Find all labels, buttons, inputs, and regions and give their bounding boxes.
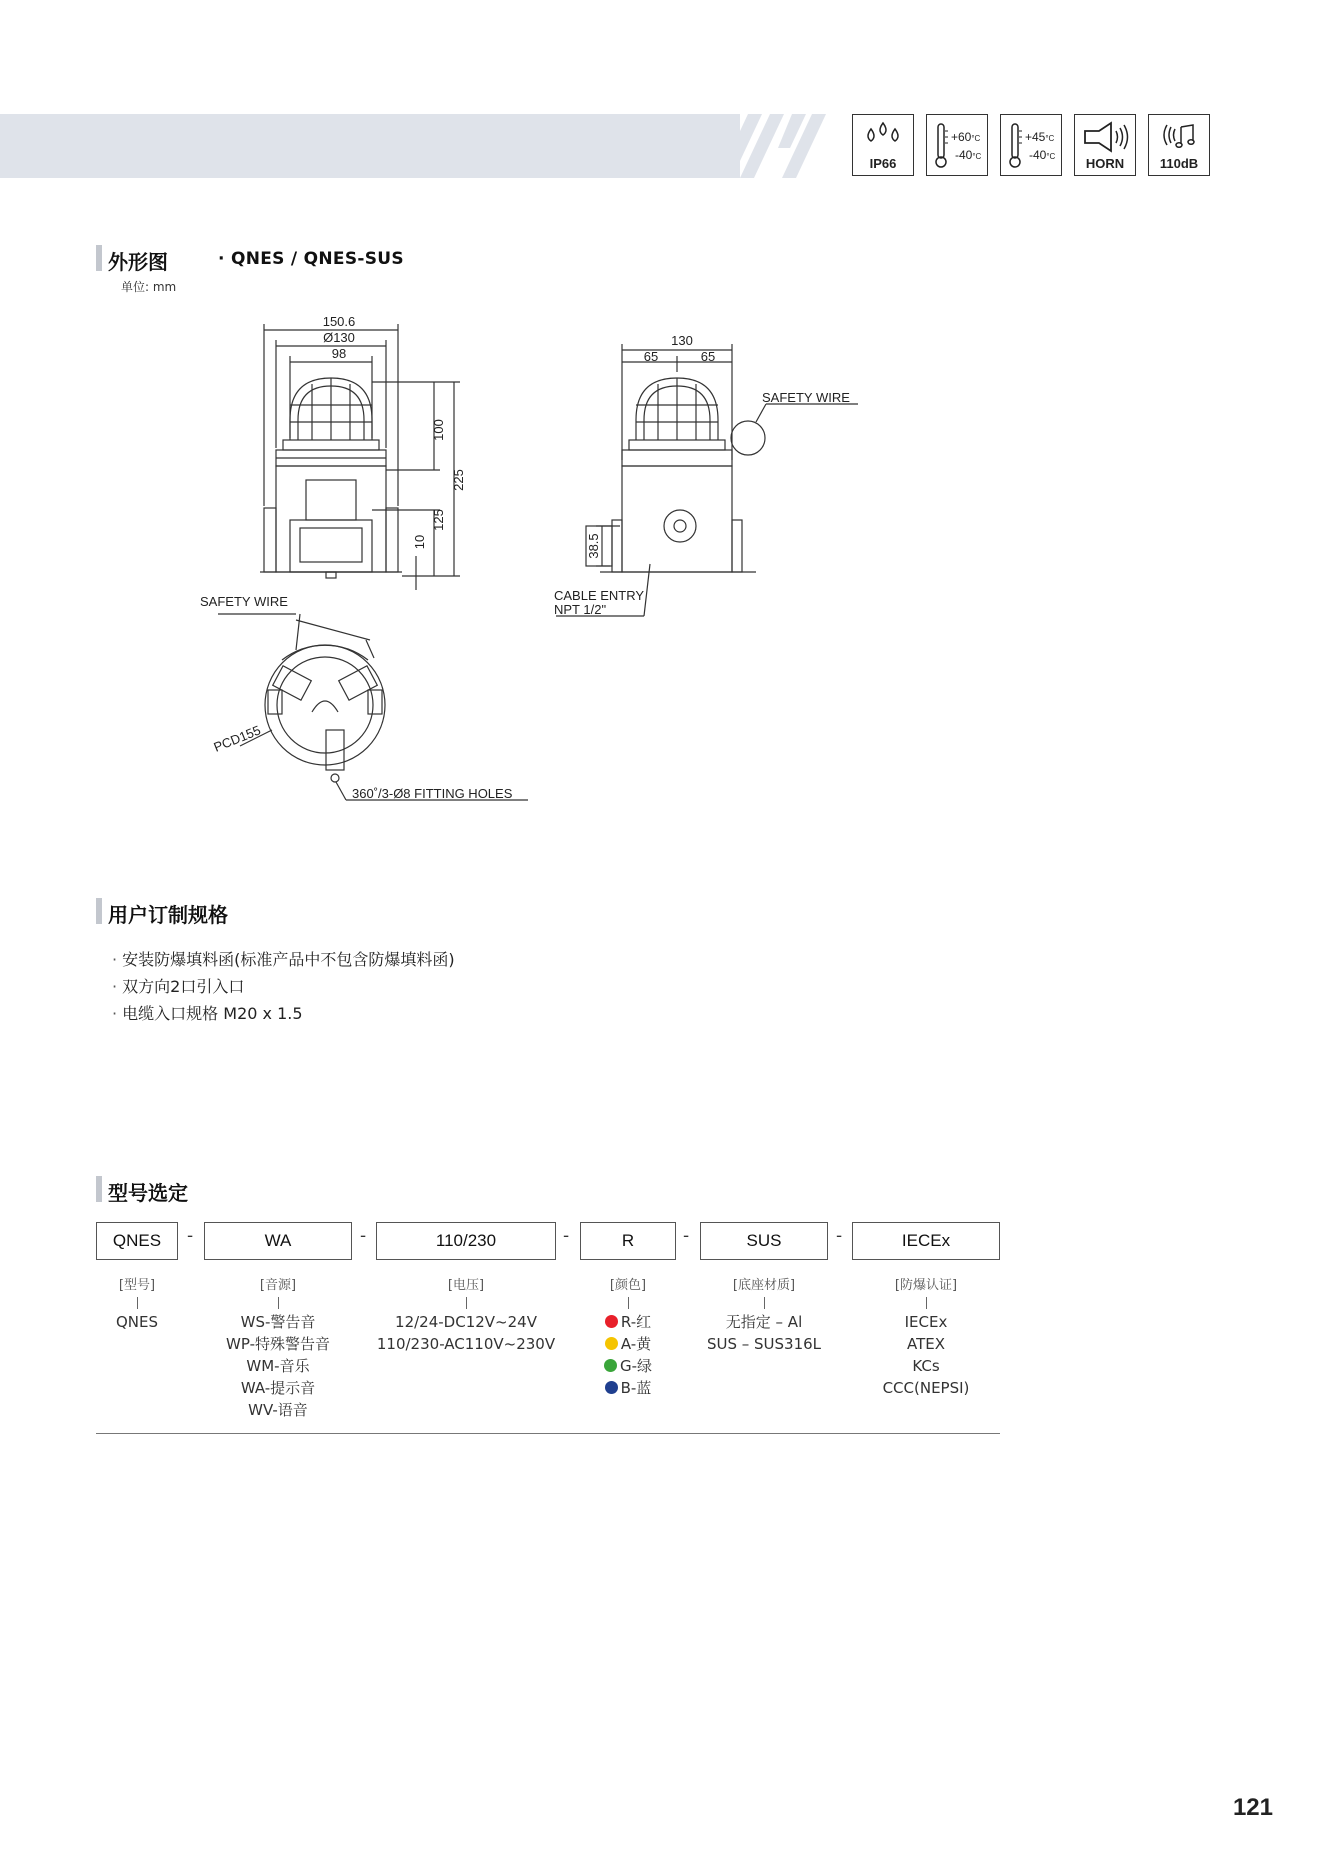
list-item: · 安装防爆填料函(标准产品中不包含防爆填料函) bbox=[112, 946, 455, 973]
dim-side-width: 130 bbox=[671, 333, 693, 348]
top-safety-wire-label: SAFETY WIRE bbox=[200, 594, 288, 609]
selection-section-title: 型号选定 bbox=[108, 1181, 188, 1205]
side-safety-wire-label: SAFETY WIRE bbox=[762, 390, 850, 405]
decibel-badge bbox=[1148, 114, 1210, 176]
option-item: 110/230-AC110V~230V bbox=[376, 1335, 556, 1353]
list-item: · 双方向2口引入口 bbox=[112, 973, 455, 1000]
separator: - bbox=[836, 1226, 843, 1246]
horn-label: HORN bbox=[1085, 156, 1125, 171]
option-item: ATEX bbox=[906, 1335, 945, 1353]
certification-options-column bbox=[852, 1275, 1000, 1399]
option-item: 12/24-DC12V~24V bbox=[395, 1313, 537, 1331]
yellow-dot-icon bbox=[605, 1337, 618, 1350]
front-view-drawing bbox=[260, 324, 460, 590]
header-band bbox=[0, 114, 740, 178]
thermometer-icon bbox=[931, 121, 951, 171]
dim-side-half-1: 65 bbox=[643, 349, 659, 364]
outline-drawing bbox=[190, 310, 870, 810]
model-options-column bbox=[96, 1275, 178, 1333]
color-code-box: R bbox=[580, 1222, 676, 1260]
option-item: WP-特殊警告音 bbox=[226, 1335, 330, 1353]
option-item: WM-音乐 bbox=[246, 1357, 310, 1375]
sound-wave-music-icon bbox=[1149, 119, 1209, 159]
green-dot-icon bbox=[604, 1359, 617, 1372]
red-dot-icon bbox=[605, 1315, 618, 1328]
model-subtitle: · QNES / QNES-SUS bbox=[218, 249, 404, 269]
column-category: [防爆认证] bbox=[894, 1278, 958, 1293]
custom-spec-list bbox=[112, 946, 455, 1027]
option-item: WS-警告音 bbox=[240, 1313, 316, 1331]
column-category: [音源] bbox=[259, 1278, 297, 1293]
ip66-rating-badge bbox=[852, 114, 914, 176]
section-marker bbox=[96, 245, 102, 271]
thermometer-icon bbox=[1005, 121, 1025, 171]
column-category: [型号] bbox=[118, 1278, 156, 1293]
sound-options-column bbox=[204, 1275, 352, 1421]
dim-height-125: 125 bbox=[431, 509, 446, 531]
dim-diameter: Ø130 bbox=[323, 330, 355, 345]
ip66-label: IP66 bbox=[869, 156, 897, 171]
pcd-label: PCD155 bbox=[211, 722, 263, 755]
color-options-column bbox=[580, 1275, 676, 1399]
cable-entry-label: CABLE ENTRY bbox=[554, 588, 645, 603]
cable-entry-npt-label: NPT 1/2" bbox=[554, 602, 607, 617]
fitting-holes-label: 360˚/3-Ø8 FITTING HOLES bbox=[352, 786, 513, 801]
page-number: 121 bbox=[1232, 1794, 1273, 1821]
separator: - bbox=[683, 1226, 690, 1246]
connector-tick bbox=[137, 1297, 138, 1309]
horn-badge bbox=[1074, 114, 1136, 176]
dim-side-half-2: 65 bbox=[700, 349, 716, 364]
temp-high-1: +60 bbox=[951, 130, 972, 144]
outline-section-title: 外形图 bbox=[108, 250, 168, 274]
option-item: A-黄 bbox=[620, 1335, 652, 1353]
base-material-code-box: SUS bbox=[700, 1222, 828, 1260]
dim-width-total: 150.6 bbox=[322, 314, 356, 329]
option-item: KCs bbox=[912, 1357, 940, 1375]
section-marker bbox=[96, 898, 102, 924]
option-item: QNES bbox=[115, 1313, 159, 1331]
section-marker bbox=[96, 1176, 102, 1202]
connector-tick bbox=[926, 1297, 927, 1309]
dim-height-10: 10 bbox=[412, 534, 427, 550]
temp-low-2: -40 bbox=[1029, 148, 1047, 162]
blue-dot-icon bbox=[605, 1381, 618, 1394]
temp-low-1: -40 bbox=[955, 148, 973, 162]
connector-tick bbox=[466, 1297, 467, 1309]
option-item: R-红 bbox=[620, 1313, 652, 1331]
separator: - bbox=[360, 1226, 367, 1246]
column-category: [电压] bbox=[447, 1278, 485, 1293]
option-item: WA-提示音 bbox=[240, 1379, 316, 1397]
column-category: [颜色] bbox=[609, 1278, 647, 1293]
water-drops-icon bbox=[853, 119, 913, 159]
header-stripe-decoration bbox=[700, 114, 840, 178]
base-material-options-column bbox=[700, 1275, 828, 1355]
connector-tick bbox=[628, 1297, 629, 1309]
dim-cage-width: 98 bbox=[331, 346, 347, 361]
temperature-range-badge-1: +60°C -40°C bbox=[926, 114, 988, 176]
model-code-box: QNES bbox=[96, 1222, 178, 1260]
separator: - bbox=[187, 1226, 194, 1246]
dim-height-225: 225 bbox=[451, 469, 466, 491]
option-item: CCC(NEPSI) bbox=[882, 1379, 970, 1397]
option-item: G-绿 bbox=[619, 1357, 653, 1375]
voltage-options-column bbox=[376, 1275, 556, 1355]
certification-code-box: IECEx bbox=[852, 1222, 1000, 1260]
top-view-drawing bbox=[218, 614, 528, 800]
custom-section-title: 用户订制规格 bbox=[108, 903, 228, 927]
unit-label: 单位: mm bbox=[121, 280, 177, 294]
separator: - bbox=[563, 1226, 570, 1246]
option-item: 无指定 – Al bbox=[725, 1313, 803, 1331]
column-category: [底座材质] bbox=[732, 1278, 796, 1293]
dim-cable-height: 38.5 bbox=[586, 533, 601, 559]
list-item: · 电缆入口规格 M20 x 1.5 bbox=[112, 1000, 455, 1027]
dim-height-100: 100 bbox=[431, 419, 446, 441]
side-view-drawing bbox=[556, 344, 858, 616]
connector-tick bbox=[764, 1297, 765, 1309]
connector-tick bbox=[278, 1297, 279, 1309]
option-item: B-蓝 bbox=[620, 1379, 652, 1397]
section-divider bbox=[96, 1433, 1000, 1434]
option-item: IECEx bbox=[904, 1313, 948, 1331]
voltage-code-box: 110/230 bbox=[376, 1222, 556, 1260]
temperature-range-badge-2: +45°C -40°C bbox=[1000, 114, 1062, 176]
temp-high-2: +45 bbox=[1025, 130, 1046, 144]
horn-icon bbox=[1075, 119, 1135, 159]
sound-code-box: WA bbox=[204, 1222, 352, 1260]
option-item: WV-语音 bbox=[248, 1401, 308, 1419]
option-item: SUS – SUS316L bbox=[706, 1335, 822, 1353]
decibel-label: 110dB bbox=[1159, 156, 1199, 171]
